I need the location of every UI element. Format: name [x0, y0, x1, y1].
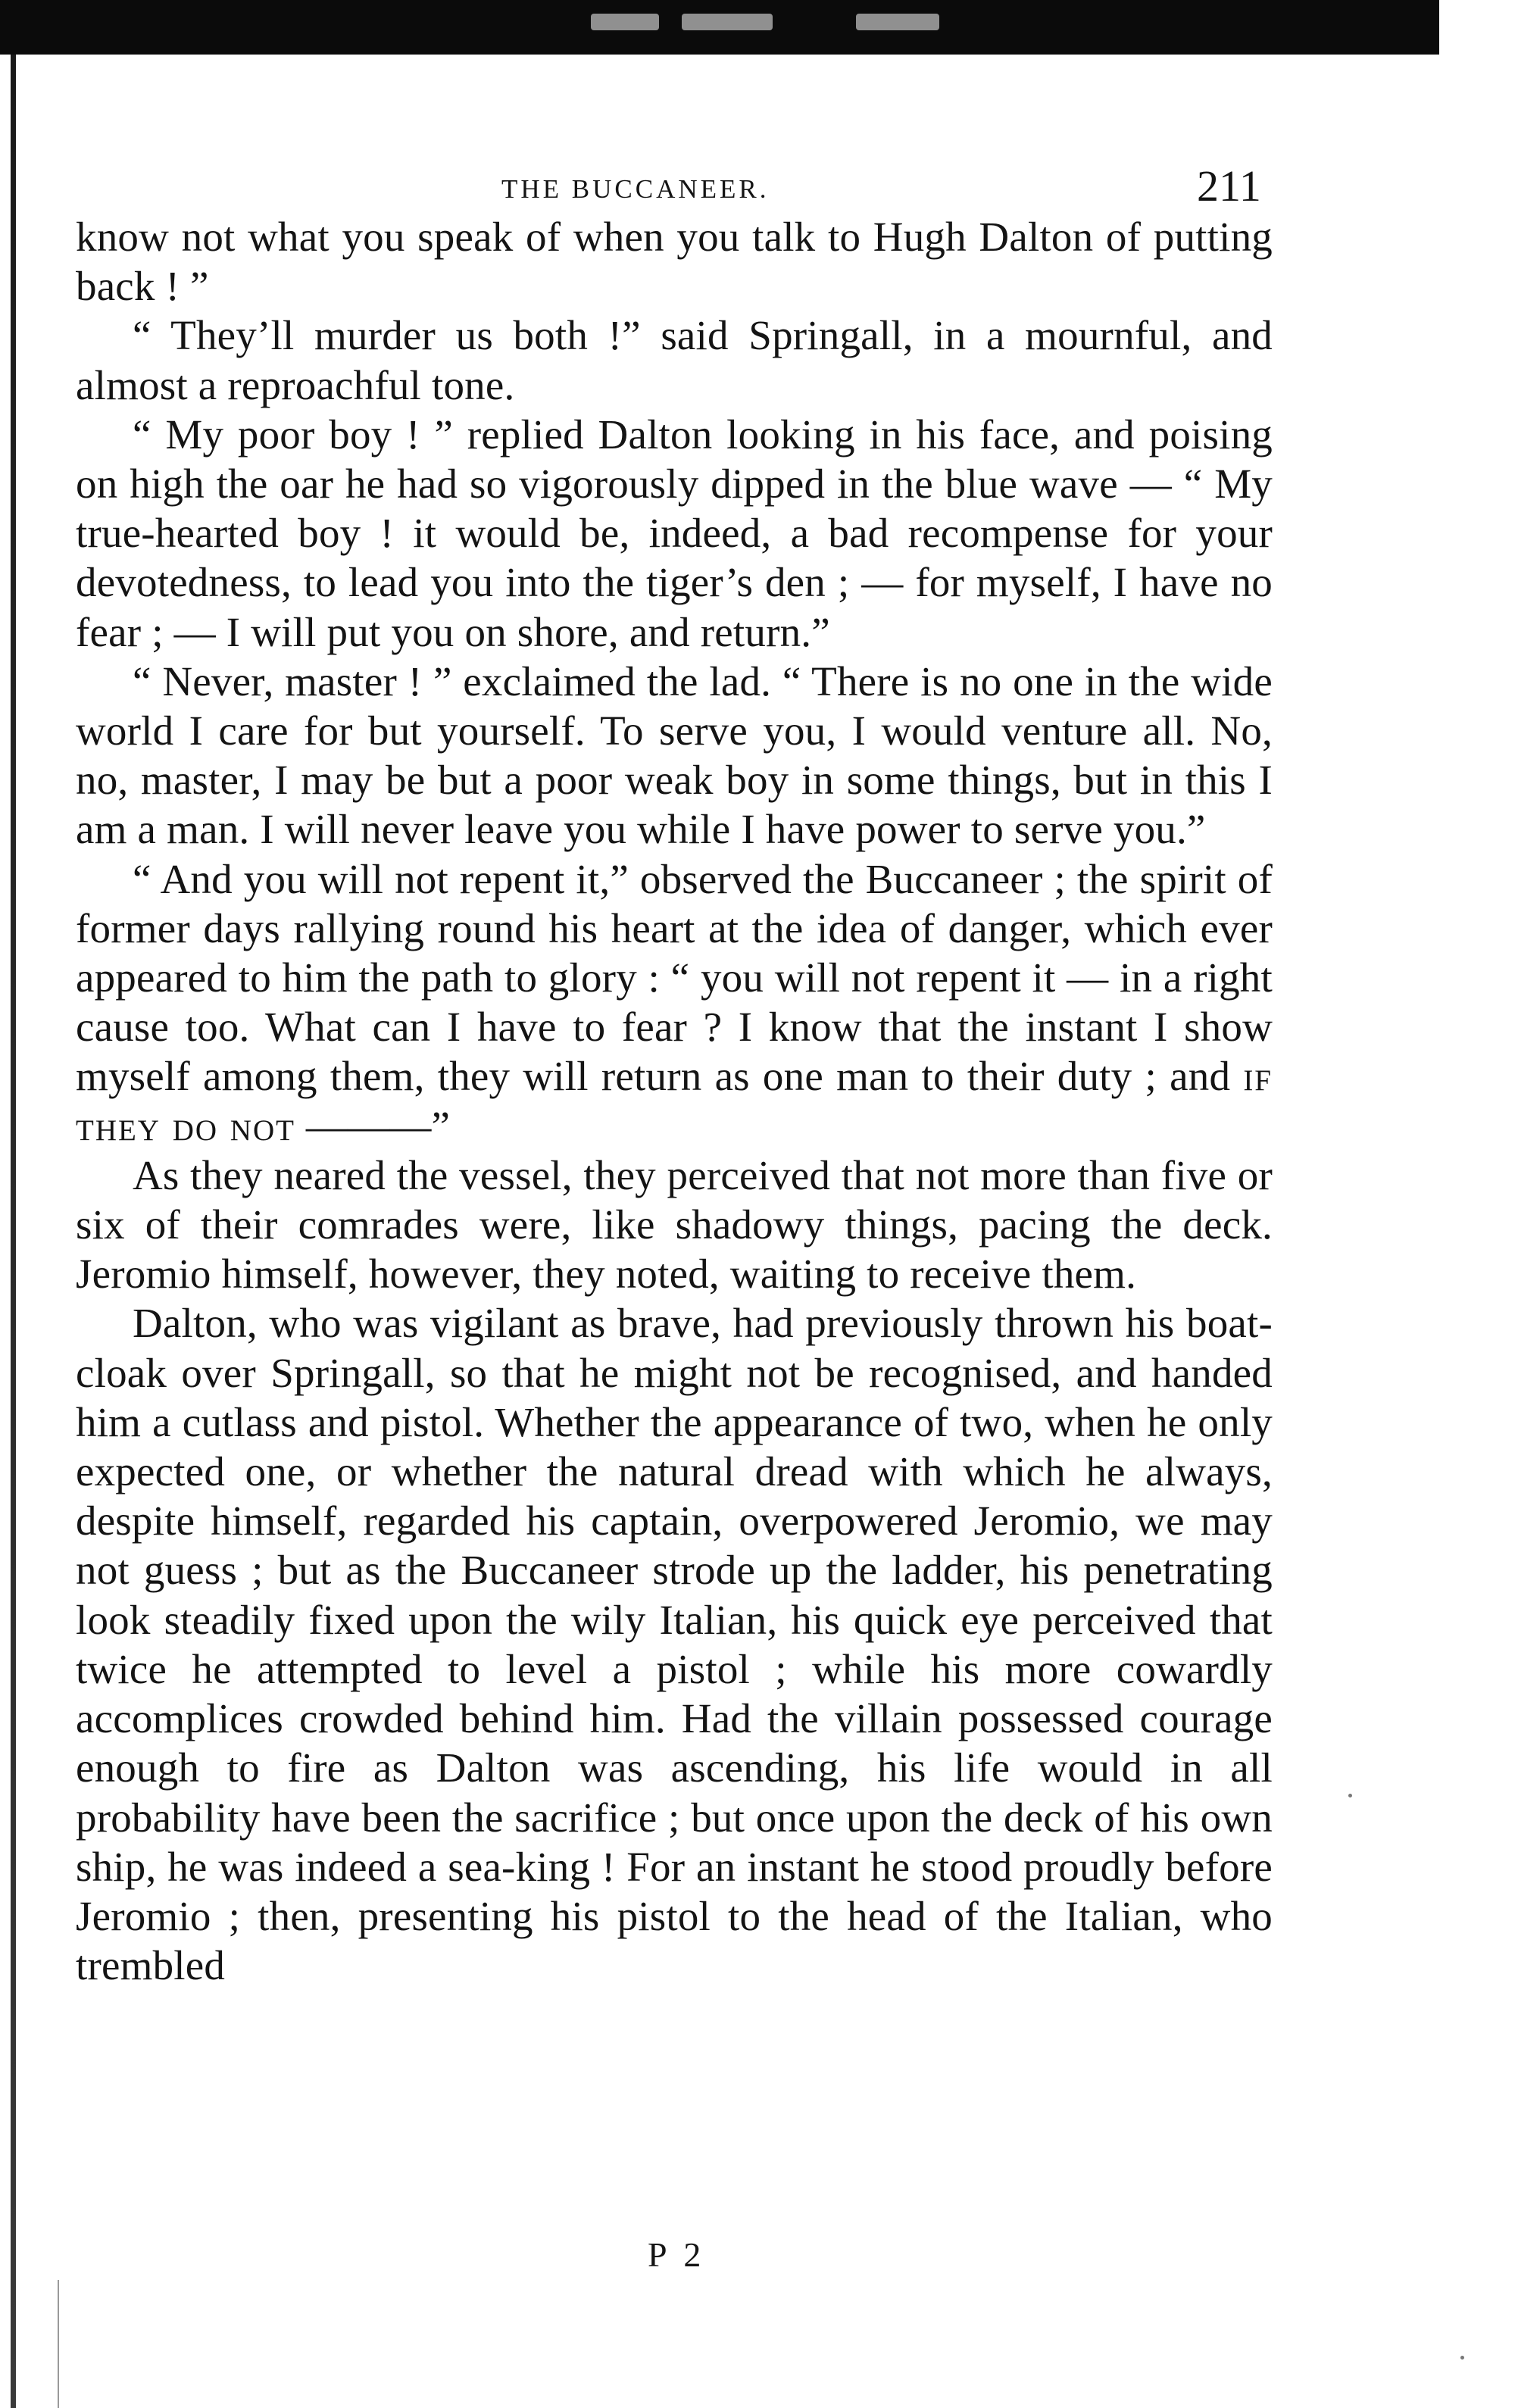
scan-left-edge-line	[58, 2280, 59, 2408]
scan-artifact	[591, 14, 659, 30]
book-page	[76, 151, 1273, 1990]
body-text	[76, 212, 1273, 1990]
paragraph-ending: ———”	[295, 1102, 451, 1149]
scan-top-border	[0, 0, 1439, 55]
paragraph: “ Never, master ! ” exclaimed the lad. “ There is no one in the wide world I care for but yourself. To serve you, I would venture all. No, no, master, I may be but a poor weak boy in some things, but in this I am a man. I will never leave you while I have power to serve you.”	[76, 657, 1273, 853]
paragraph	[76, 854, 1273, 1151]
running-head	[76, 151, 1273, 212]
scan-artifact	[856, 14, 939, 30]
scan-speck	[1460, 2356, 1464, 2360]
paragraph: As they neared the vessel, they perceived that not more than five or six of their comrades were, like shadowy things, pacing the deck. Jeromio himself, however, they noted, waiting to receive them.	[76, 1151, 1273, 1298]
paragraph: Dalton, who was vigilant as brave, had previously thrown his boat-cloak over Springall, so that he might not be recognised, and handed him a cutlass and pistol. Whether the appearance of two, when he only expected one, or whether the natural dread with which he always, despite himself, regarded his captain, overpowered Jeromio, we may not guess ; but as the Buccaneer strode up the ladder, his penetrating look steadily fixed upon the wily Italian, his quick eye perceived that twice he attempted to level a pistol ; while his more cowardly accomplices crowded behind him. Had the villain possessed courage enough to fire as Dalton was ascending, his life would in all probability have been the sacrifice ; but once upon the deck of his own ship, he was indeed a sea-king ! For an instant he stood proudly before Jeromio ; then, presenting his pistol to the head of the Italian, who trembled	[76, 1300, 1273, 1989]
scan-artifact	[682, 14, 773, 30]
scan-speck	[1348, 1794, 1352, 1797]
paragraph-text: “ And you will not repent it,” observed the Buccaneer ; the spirit of former days rallying round his heart at the idea of danger, which ever appeared to him the path to glory : “ you will not repent it — in a right cause too. What can I have to fear ? I know that the instant I show myself among them, they will return as one man to their duty ; and	[76, 855, 1273, 1100]
paragraph: “ My poor boy ! ” replied Dalton looking in his face, and poising on high the oar he had so vigorously dipped in the blue wave — “ My true-hearted boy ! it would be, indeed, a bad recompense for your devotedness, to lead you into the tiger’s den ; — for myself, I have no fear ; — I will put you on shore, and return.”	[76, 411, 1273, 655]
page-number: 211	[1197, 161, 1261, 211]
signature-mark: P 2	[648, 2235, 706, 2274]
running-title: THE BUCCANEER.	[501, 174, 770, 204]
scan-left-border	[11, 55, 16, 2408]
paragraph: know not what you speak of when you talk to Hugh Dalton of putting back ! ”	[76, 214, 1273, 310]
paragraph: “ They’ll murder us both !” said Springall, in a mournful, and almost a reproachful tone.	[76, 312, 1273, 408]
smallcaps-emphasis: if they do not	[76, 1053, 1273, 1149]
